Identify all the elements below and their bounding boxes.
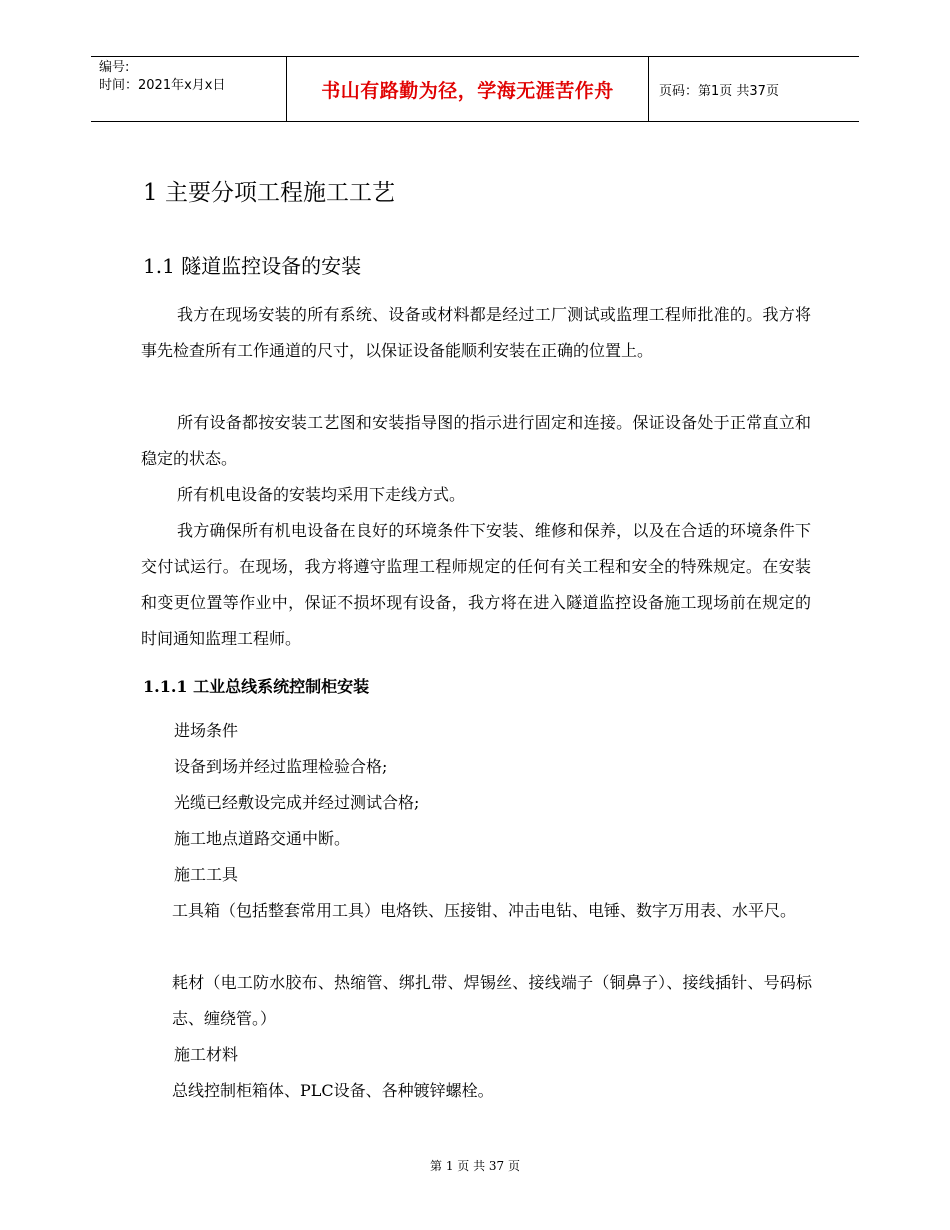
- page-header: [91, 56, 859, 122]
- paragraph-1: 我方在现场安装的所有系统、设备或材料都是经过工厂测试或监理工程师批准的。我方将事先检查所有工作通道的尺寸，以保证设备能顺利安装在正确的位置上。: [141, 305, 811, 360]
- header-motto: 书山有路勤为径，学海无涯苦作舟: [287, 57, 649, 121]
- section-heading-1-1: 1.1 隧道监控设备的安装: [143, 254, 362, 278]
- page-footer: 第 1 页 共 37 页: [430, 1159, 520, 1173]
- header-meta: [91, 57, 287, 121]
- paragraph-3: 所有机电设备的安装均采用下走线方式。: [177, 485, 466, 504]
- materials-paragraph: 总线控制柜箱体、PLC设备、各种镀锌螺栓。: [172, 1081, 494, 1100]
- list-item: 施工地点道路交通中断。: [174, 829, 351, 848]
- document-number-label: 编号:: [99, 60, 130, 75]
- list-item: 进场条件: [174, 721, 239, 740]
- list-item: 光缆已经敷设完成并经过测试合格;: [174, 793, 420, 812]
- paragraph-2: 所有设备都按安装工艺图和安装指导图的指示进行固定和连接。保证设备处于正常直立和稳定的状态。: [141, 413, 811, 468]
- materials-label: 施工材料: [174, 1045, 239, 1064]
- section-heading-1: 1 主要分项工程施工工艺: [143, 180, 395, 206]
- list-item: 施工工具: [174, 865, 239, 884]
- document-time-label: 时间：2021年x月x日: [99, 78, 226, 93]
- list-item: 设备到场并经过监理检验合格;: [174, 757, 388, 776]
- paragraph-4: 我方确保所有机电设备在良好的环境条件下安装、维修和保养，以及在合适的环境条件下交付试运行。在现场，我方将遵守监理工程师规定的任何有关工程和安全的特殊规定。在安装和变更位置等作业中，保证不损坏现有设备，我方将在进入隧道监控设备施工现场前在规定的时间通知监理工程师。: [141, 521, 811, 648]
- header-page-number: 页码：第1页 共37页: [659, 83, 779, 99]
- section-heading-1-1-1: 1.1.1 工业总线系统控制柜安装: [143, 677, 370, 696]
- tools-paragraph: 工具箱（包括整套常用工具）电烙铁、压接钳、冲击电钻、电锤、数字万用表、水平尺。: [172, 901, 797, 920]
- consumables-paragraph: 耗材（电工防水胶布、热缩管、绑扎带、焊锡丝、接线端子（铜鼻子）、接线插针、号码标志、缠绕管。）: [172, 973, 812, 1028]
